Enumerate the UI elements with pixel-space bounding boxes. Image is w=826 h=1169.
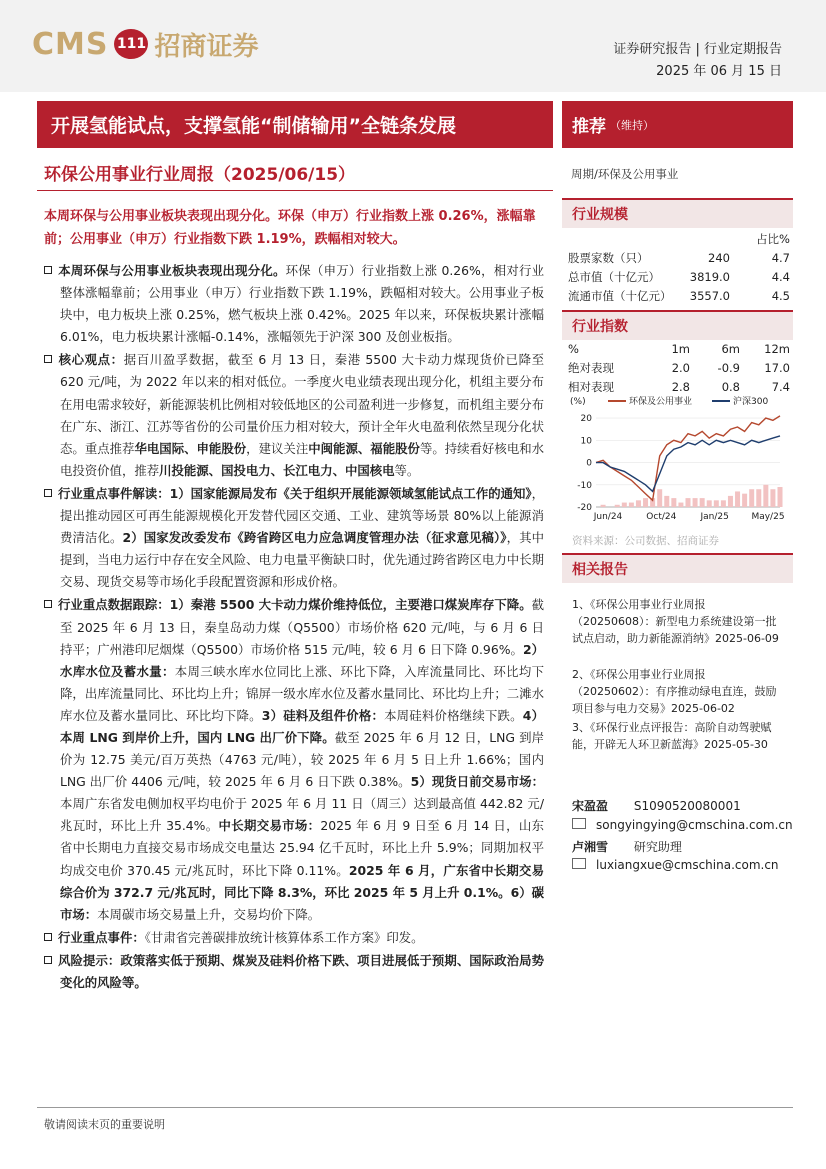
x-tick-label: Jun/24 [593,512,623,522]
report-type: 证券研究报告 | 行业定期报告 [613,42,782,57]
table-row: % 1m 6m 12m [568,341,790,356]
chart-source: 资料来源：公司数据、招商证券 [572,535,719,547]
table-row: 总市值（十亿元） 3819.0 4.4 [568,269,790,284]
body-paragraph: 本周环保与公用事业板块表现出现分化。环保（申万）行业指数上涨 0.26%，相对行业整体涨幅靠前；公用事业（申万）行业指数下跌 1.19%，跌幅相对较大。公用事业子板块中，电力板块上涨 0.25%，燃气板块上涨 0.42%。2025 年以来，环保板块累计涨幅 6.01%，电力板块累计涨幅-0.14%，涨幅领先于沪深 300 及创业板指。 [44,260,544,348]
excess-bar [615,505,620,507]
y-axis-label: (%) [570,397,586,407]
related-report[interactable]: 2、《环保公用事业行业周报（20250602）：有序推动绿电直连，鼓励项目参与电力交易》2025-06-02 [572,668,777,715]
x-tick-label: Oct/24 [646,512,677,522]
excess-bar [657,489,662,507]
section-index-title: 行业指数 [562,310,793,340]
rating-note: （维持） [610,118,654,132]
excess-bar [770,489,775,507]
excess-bar [778,487,783,507]
table-row: 占比% [756,231,790,246]
author-2-email-row [572,858,779,872]
excess-bar [678,503,683,507]
body-paragraph: 行业重点事件解读：1）国家能源局发布《关于组织开展能源领域氢能试点工作的通知》，提出推动园区可再生能源规模化开发替代园区交通、工业、建筑等场景 80%以上能源消费清洁化。2）国家发改委发布《跨省跨区电力应急调度管理办法（征求意见稿）》，其中提到，当电力运行中存在安全风险、电力电量平衡缺口时，优先通过跨省跨区电力中长期交易、现货交易等市场化手段配置资源和形成价格。 [44,483,544,593]
y-tick-label: 20 [580,414,592,425]
author-name: 宋盈盈 [572,799,609,813]
excess-bar [742,494,747,507]
x-tick-label: Jan/25 [700,512,729,522]
excess-bar [643,498,648,507]
body-paragraph: 风险提示：政策落实低于预期、煤炭及硅料价格下跌、项目进展低于预期、国际政治局势变化的风险等。 [44,950,544,994]
x-tick-label: May/25 [751,512,785,522]
rating-label: 推荐 [572,117,606,137]
bullet-square-icon [44,956,52,964]
table-row: 绝对表现 2.0 -0.9 17.0 [568,360,790,375]
bullet-square-icon [44,600,52,608]
excess-bar [763,485,768,507]
y-tick-label: -20 [577,503,592,513]
footer-note: 敬请阅读末页的重要说明 [44,1118,165,1131]
bullet-square-icon [44,355,52,363]
excess-bar [636,500,641,507]
excess-bar [700,498,705,507]
body-paragraph: 行业重点数据跟踪：1）秦港 5500 大卡动力煤价维持低位，主要港口煤炭库存下降。截至 2025 年 6 月 13 日，秦皇岛动力煤（Q5500）市场价格 620 元/吨，与 6 月 6 日持平；广州港印尼烟煤（Q5500）市场价格 515 元/吨，较 6 月 6 日下降 0.96%。2）水库水位及蓄水量：本周三峡水库水位同比上涨、环比下降，入库流量同比、环比均下降，出库流量同比、环比均上升；锦屏一级水库水位及蓄水量同比、环比均上升；二滩水库水位及蓄水量同比、环比均下降。3）硅料及组件价格：本周硅料价格继续下跌。4）本周 LNG 到岸价上升，国内 LNG 出厂价下降。截至 2025 年 6 月 12 日，LNG 到岸价为 12.75 美元/百万英热（4763 元/吨），较 2025 年 6 月 5 日上升 1.66%；国内 LNG 出厂价 4406 元/吨，较 2025 年 6 月 6 日下跌 0.38%。5）现货日前交易市场：本周广东省发电侧加权平均电价于 2025 年 6 月 11 日（周三）达到最高值 442.82 元/兆瓦时，环比上升 35.4%。中长期交易市场：2025 年 6 月 9 日至 6 月 14 日，山东省中长期电力直接交易市场成交电量达 25.94 亿千瓦时，环比上升 5.9%；同期加权平均成交电价 370.45 元/兆瓦时，环比下降 0.11%。2025 年 6 月，广东省中长期交易综合价为 372.7 元/兆瓦时，同比下降 8.3%，环比 2025 年 5 月上升 0.1%。6）碳市场：本周碳市场交易量上升，交易均价下降。 [44,594,544,925]
author-name: 卢湘雪 [572,840,609,854]
logo-badge-icon: 111 [114,29,148,59]
y-tick-label: -10 [577,480,592,491]
excess-bar [601,505,606,507]
excess-bar [749,489,754,507]
report-subtitle: 环保公用事业行业周报（2025/06/15） [44,165,356,185]
section-related-title: 相关报告 [562,553,793,583]
author-email[interactable]: luxiangxue@cmschina.com.cn [596,858,779,872]
excess-bar [693,498,698,507]
related-report[interactable]: 3、《环保行业点评报告：高阶自动驾驶赋能，开辟无人环卫新蓝海》2025-05-30 [572,721,772,751]
rating-band [562,101,793,148]
excess-bar [664,496,669,507]
logo-chinese: 招商证券 [154,31,259,62]
table-row: 流通市值（十亿元） 3557.0 4.5 [568,288,790,303]
excess-bar [686,498,691,507]
index-table [568,339,790,396]
company-logo [32,24,259,64]
series-line [596,416,780,500]
summary: 本周环保与公用事业板块表现出现分化。环保（申万）行业指数上涨 0.26%，涨幅靠前；公用事业（申万）行业指数下跌 1.19%，跌幅相对较大。 [44,209,536,247]
excess-bar [622,503,627,507]
email-icon [572,858,586,869]
excess-bar [721,500,726,507]
body-text [44,260,544,995]
author-id: S1090520080001 [633,799,741,813]
section-scale-title: 行业规模 [562,198,793,228]
body-paragraph: 行业重点事件：《甘肃省完善碳排放统计核算体系工作方案》印发。 [44,927,544,949]
logo-latin: CMS [32,26,109,62]
excess-bar [756,489,761,507]
report-date: 2025 年 06 月 15 日 [656,64,782,79]
bullet-square-icon [44,489,52,497]
excess-bar [735,491,740,507]
series-line [596,436,780,492]
index-chart-svg [562,393,793,531]
author-1-email-row [572,818,793,832]
related-report[interactable]: 1、《环保公用事业行业周报（20250608）：新型电力系统建设第一批试点启动，助力新能源消纳》2025-06-09 [572,598,779,645]
report-title: 开展氢能试点，支撑氢能“制储输用”全链条发展 [37,101,553,148]
footer-divider [37,1107,793,1108]
author-role: 研究助理 [633,840,682,854]
index-chart [562,393,793,531]
author-1 [572,797,741,814]
author-email[interactable]: songyingying@cmschina.com.cn [596,818,793,832]
y-tick-label: 10 [580,436,592,447]
excess-bar [728,496,733,507]
scale-table [568,229,790,305]
title-divider [37,190,553,191]
y-tick-label: 0 [586,458,592,469]
email-icon [572,818,586,829]
excess-bar [707,500,712,507]
table-row: 股票家数（只） 240 4.7 [568,250,790,265]
excess-bar [629,503,634,507]
excess-bar [671,498,676,507]
bullet-square-icon [44,266,52,274]
bullet-square-icon [44,933,52,941]
body-paragraph: 核心观点：据百川盈孚数据，截至 6 月 13 日，秦港 5500 大卡动力煤现货价已降至 620 元/吨，为 2022 年以来的相对低位。一季度火电业绩表现出现分化，机组主要分布在用电需求较好，新能源装机比例相对较低地区的公司盈利进一步修复，而机组主要分布在广东、浙江、江苏等省份的公司量价压力相对较大，预计全年火电盈利依然呈现分化状态。重点推荐华电国际、申能股份，建议关注中闽能源、福能股份等。持续看好核电和水电投资价值，推荐川投能源、国投电力、长江电力、中国核电等。 [44,349,544,482]
table-row: 相对表现 2.8 0.8 7.4 [568,379,790,394]
legend-label: 沪深300 [733,397,769,407]
legend-label: 环保及公用事业 [629,397,693,407]
author-2 [572,838,682,855]
excess-bar [714,500,719,507]
sector-category: 周期/环保及公用事业 [571,167,679,181]
